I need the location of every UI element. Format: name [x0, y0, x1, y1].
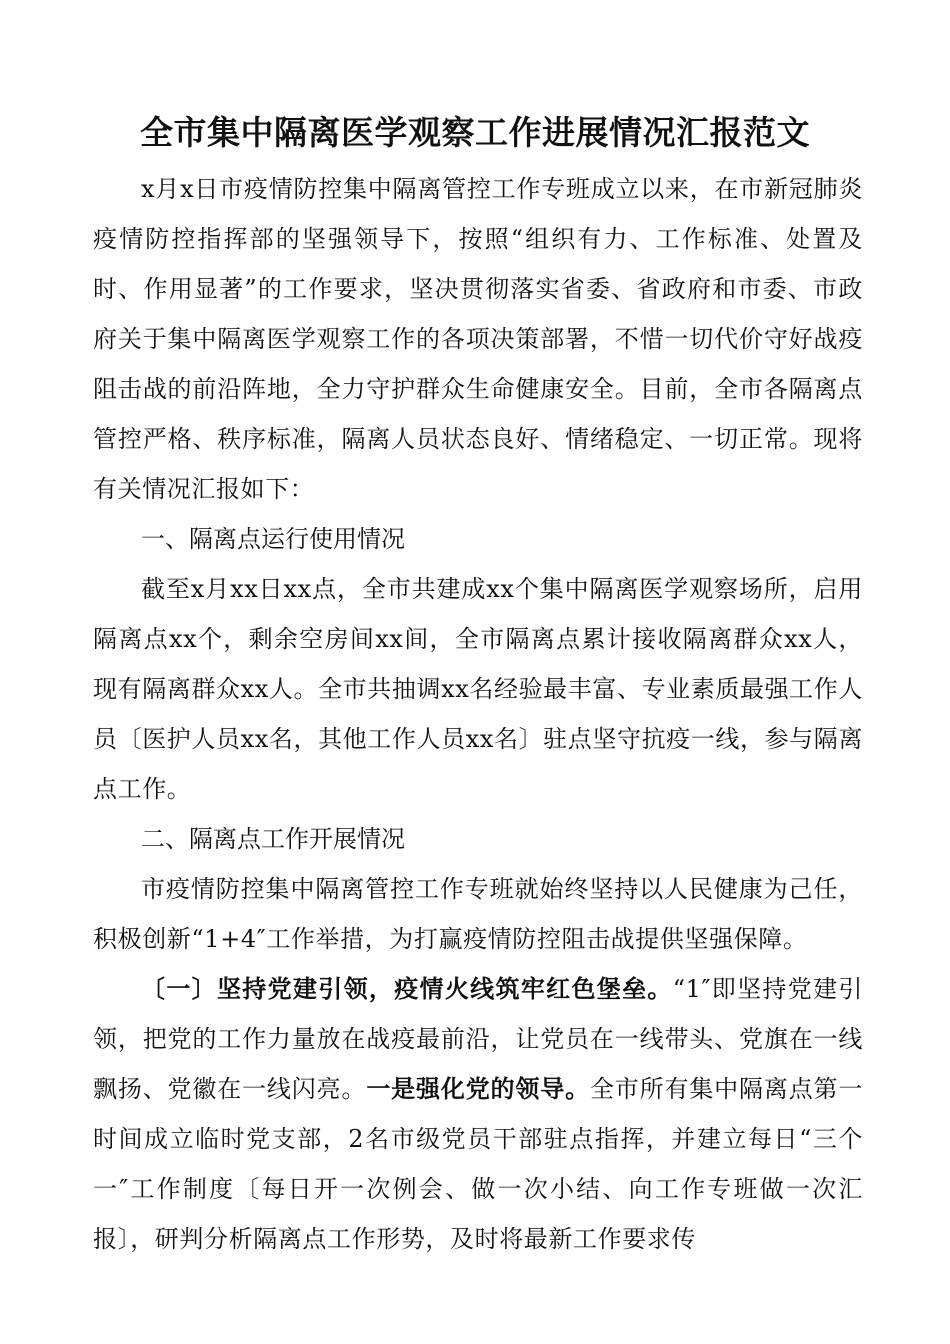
document-body	[93, 164, 863, 1264]
subsection-1-bold-phrase: 一是强化党的领导。	[366, 1074, 590, 1103]
subsection-1-text-a: “1″即坚持党建引领，把党的工作力量放在战疫最前沿，让党员在一线带头、党旗在一线飘扬、党徽在一线闪亮。	[93, 975, 863, 1103]
subsection-1-lead: 〔一〕坚持党建引领，疫情火线筑牢红色堡垒。	[141, 974, 673, 1003]
document-title: 全市集中隔离医学观察工作进展情况汇报范文	[140, 113, 810, 152]
intro-paragraph: x月x日市疫情防控集中隔离管控工作专班成立以来，在市新冠肺炎疫情防控指挥部的坚强领导下，按照“组织有力、工作标准、处置及时、作用显著”的工作要求，坚决贯彻落实省委、省政府和市委、市政府关于集中隔离医学观察工作的各项决策部署，不惜一切代价守好战疫阻击战的前沿阵地，全力守护群众生命健康安全。目前，全市各隔离点管控严格、秩序标准，隔离人员状态良好、情绪稳定、一切正常。现将有关情况汇报如下：	[93, 175, 863, 503]
subsection-1-text-b: 全市所有集中隔离点第一时间成立临时党支部，2名市级党员干部驻点指挥，并建立每日“三个一″工作制度〔每日开一次例会、做一次小结、向工作专班做一次汇报〕，研判分析隔离点工作形势，及时将最新工作要求传	[93, 1075, 863, 1253]
subsection-1-paragraph	[93, 964, 863, 1264]
section-2-paragraph: 市疫情防控集中隔离管控工作专班就始终坚持以人民健康为己任，积极创新“1+4″工作举措，为打赢疫情防控阻击战提供坚强保障。	[93, 875, 863, 953]
section-1-paragraph: 截至x月xx日xx点，全市共建成xx个集中隔离医学观察场所，启用隔离点xx个，剩余空房间xx间，全市隔离点累计接收隔离群众xx人，现有隔离群众xx人。全市共抽调xx名经验最丰富、专业素质最强工作人员〔医护人员xx名，其他工作人员xx名〕驻点坚守抗疫一线，参与隔离点工作。	[93, 575, 863, 803]
section-2-heading: 二、隔离点工作开展情况	[141, 825, 405, 853]
section-1-heading: 一、隔离点运行使用情况	[141, 525, 405, 553]
